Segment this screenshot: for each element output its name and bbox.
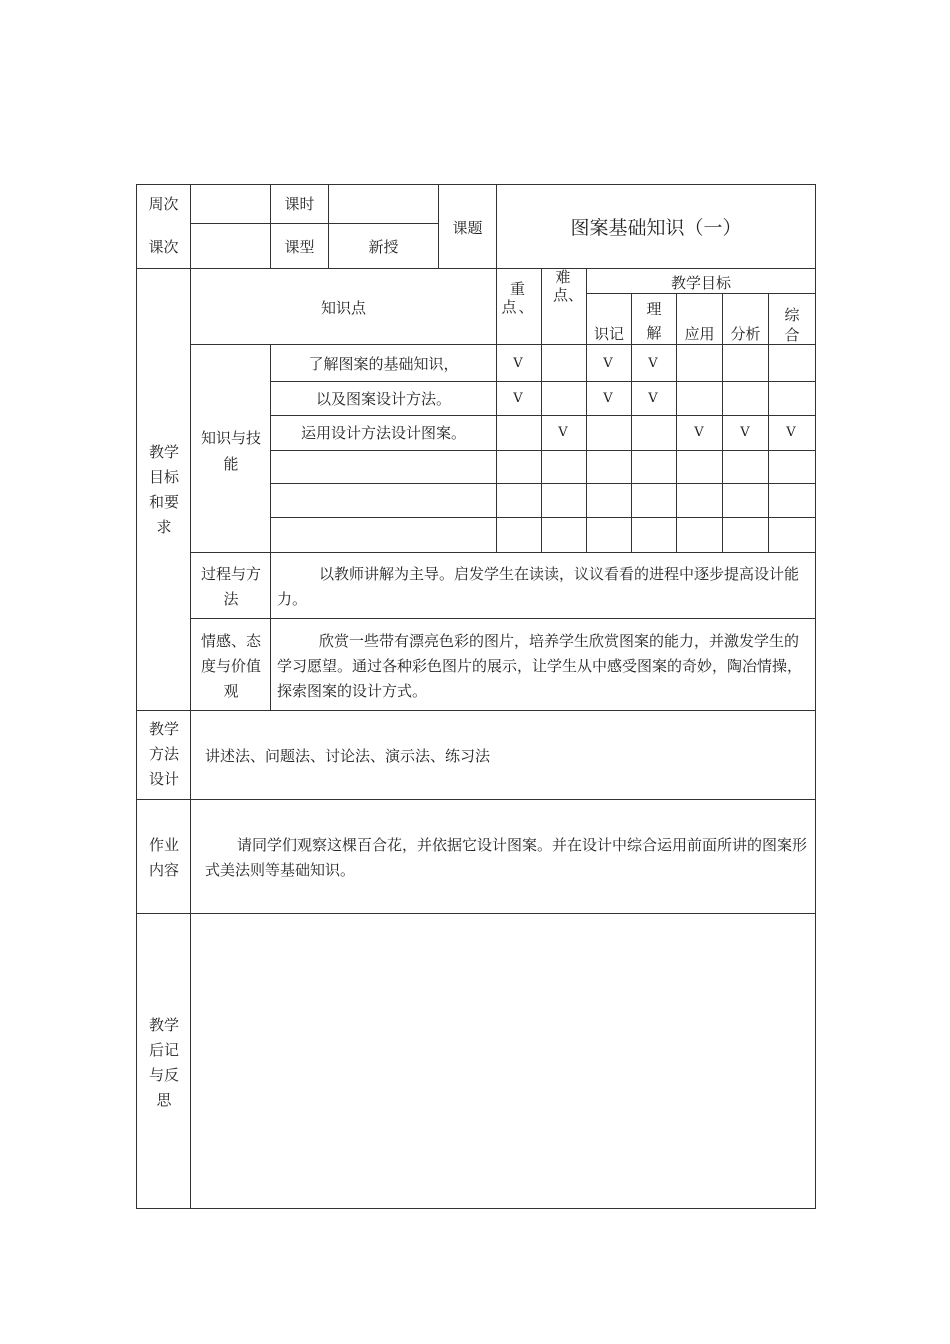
week-label: 周次 (148, 195, 179, 213)
knowledge-row-text: 以及图案设计方法。 (315, 390, 451, 408)
hline (136, 268, 816, 269)
hline (270, 450, 816, 451)
difficulty-mark[interactable]: V (558, 425, 568, 440)
hline (190, 223, 438, 224)
vline (190, 184, 191, 1209)
process-label: 过程与方法 (200, 565, 261, 608)
hline (270, 415, 816, 416)
hline (136, 1208, 816, 1209)
vline (815, 184, 816, 1209)
understand-mark[interactable]: V (648, 391, 658, 406)
memorize-mark[interactable]: V (603, 356, 613, 371)
knowledge-row-text: 了解图案的基础知识， (308, 355, 459, 373)
hline (136, 799, 816, 800)
process-text[interactable]: 以教师讲解为主导。启发学生在读读，议议看看的进程中逐步提高设计能力。 (277, 565, 800, 608)
hline (136, 710, 816, 711)
vline (631, 293, 632, 552)
knowledge-point-header: 知识点 (320, 299, 366, 317)
synthesize-mark[interactable]: V (786, 425, 796, 440)
knowledge-skill-label: 知识与技能 (200, 429, 261, 473)
hline (270, 483, 816, 484)
hours-label: 课时 (284, 195, 315, 213)
method-label: 教学方法设计 (148, 720, 179, 788)
analyze-mark[interactable]: V (740, 425, 750, 440)
homework-label: 作业内容 (148, 836, 179, 879)
topic-value[interactable]: 图案基础知识（一） (570, 217, 742, 239)
knowledge-row-text: 运用设计方法设计图案。 (300, 424, 466, 442)
lesson-label: 课次 (148, 238, 179, 256)
attitude-label: 情感、态度与价值观 (200, 632, 261, 700)
hline (136, 913, 816, 914)
hline (136, 184, 816, 185)
goal-apply-header: 应用 (684, 325, 715, 343)
hline (270, 517, 816, 518)
vline (768, 293, 769, 552)
reflection-label: 教学后记与反思 (148, 1016, 179, 1109)
difficulty-header: 难点、 (553, 268, 584, 304)
understand-mark[interactable]: V (648, 356, 658, 371)
goal-understand-header: 理解 (646, 300, 662, 342)
memorize-mark[interactable]: V (603, 391, 613, 406)
key-mark[interactable]: V (513, 391, 523, 406)
goal-synthesize-header: 综合 (784, 306, 800, 344)
objectives-section-label: 教学目标和要求 (148, 443, 179, 536)
homework-text[interactable]: 请同学们观察这棵百合花，并依据它设计图案。并在设计中综合运用前面所讲的图案形式美法则等基础知识。 (205, 836, 808, 879)
vline (541, 268, 542, 552)
type-value[interactable]: 新授 (368, 238, 399, 256)
apply-mark[interactable]: V (694, 425, 704, 440)
key-mark[interactable]: V (513, 356, 523, 371)
teaching-goal-header: 教学目标 (670, 274, 731, 292)
attitude-text[interactable]: 欣赏一些带有漂亮色彩的图片，培养学生欣赏图案的能力，并激发学生的学习愿望。通过各种彩色图片的展示，让学生从中感受图案的奇妙，陶冶情操，探索图案的设计方式。 (277, 632, 803, 700)
goal-analyze-header: 分析 (730, 325, 761, 343)
topic-label: 课题 (452, 219, 483, 237)
vline (586, 268, 587, 552)
vline (496, 268, 497, 552)
hline (270, 381, 816, 382)
hline (190, 552, 816, 553)
hline (190, 618, 816, 619)
method-text[interactable]: 讲述法、问题法、讨论法、演示法、练习法 (205, 747, 491, 765)
type-label: 课型 (284, 238, 315, 256)
goal-memorize-header: 识记 (593, 325, 624, 343)
vline (136, 184, 137, 1209)
key-point-header: 重点、 (501, 280, 536, 316)
